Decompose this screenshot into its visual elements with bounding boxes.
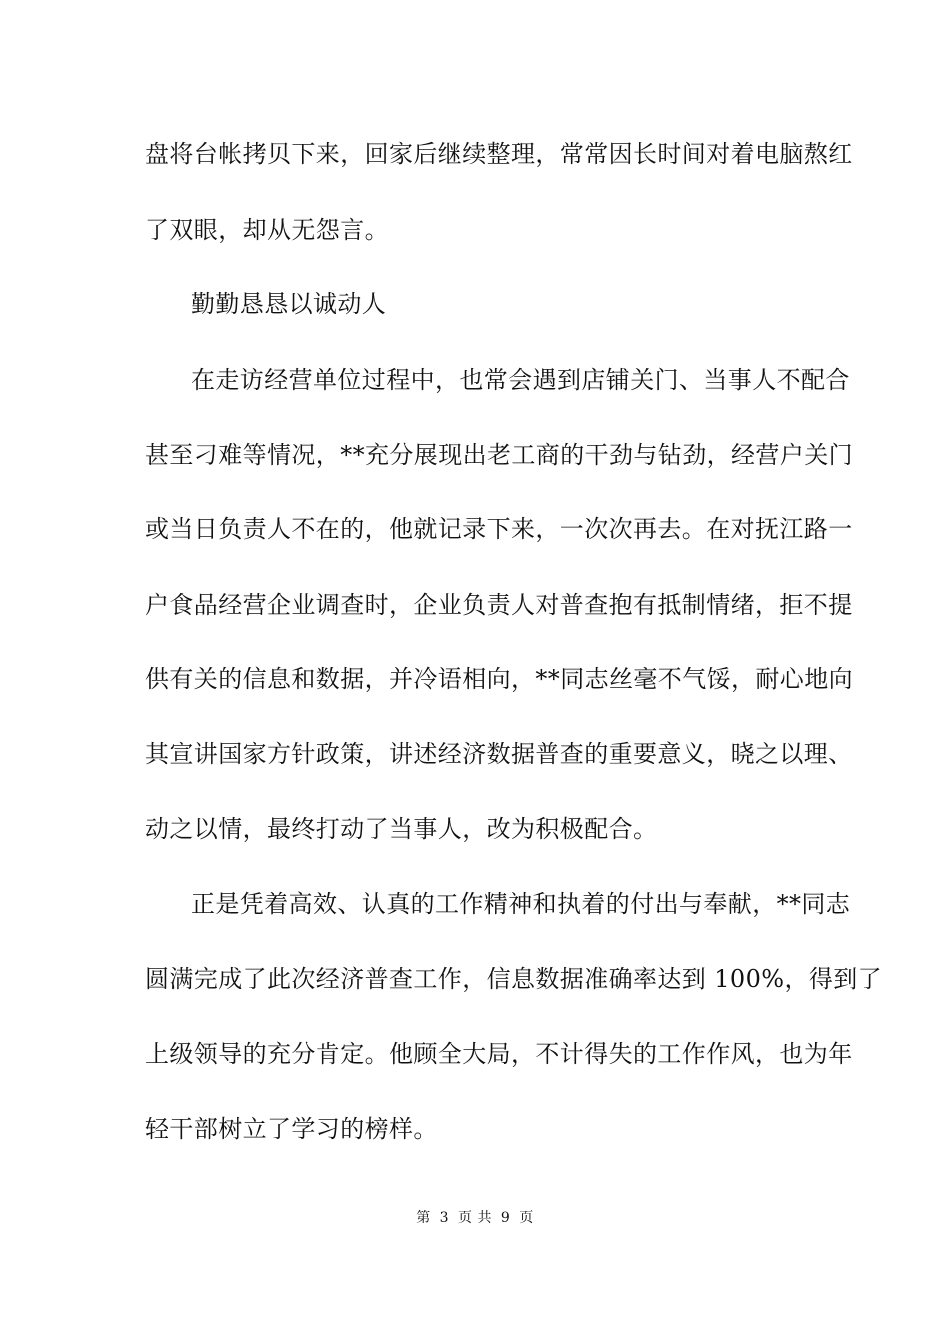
text-line: 轻干部树立了学习的榜样。 — [145, 1115, 438, 1143]
text-line: 或当日负责人不在的，他就记录下来，一次次再去。在对抚江路一 — [145, 515, 853, 543]
text-line: 盘将台帐拷贝下来，回家后继续整理，常常因长时间对着电脑熬红 — [145, 140, 853, 168]
footer-prefix: 第 — [416, 1210, 431, 1226]
text-line: 上级领导的充分肯定。他顾全大局，不计得失的工作作风，也为年 — [145, 1040, 853, 1068]
text-line: 其宣讲国家方针政策，讲述经济数据普查的重要意义，晓之以理、 — [145, 740, 853, 768]
current-page-number: 3 — [439, 1210, 450, 1226]
section-heading: 勤勤恳恳以诚动人 — [191, 290, 387, 318]
text-line: 甚至刁难等情况，**充分展现出老工商的干劲与钻劲，经营户关门 — [145, 441, 853, 469]
text-line: 在走访经营单位过程中，也常会遇到店铺关门、当事人不配合 — [191, 366, 850, 394]
footer-suffix: 页 — [519, 1210, 534, 1226]
footer-middle: 页 共 — [458, 1210, 492, 1226]
text-line: 户食品经营企业调查时，企业负责人对普查抱有抵制情绪，拒不提 — [145, 591, 853, 619]
text-line: 供有关的信息和数据，并冷语相向，**同志丝毫不气馁，耐心地向 — [145, 665, 853, 693]
page-number-footer — [0, 1208, 950, 1228]
total-page-count: 9 — [500, 1210, 511, 1226]
text-line: 动之以情，最终打动了当事人，改为积极配合。 — [145, 815, 658, 843]
text-line: 圆满完成了此次经济普查工作，信息数据准确率达到 100%，得到了 — [145, 965, 883, 993]
text-line: 了双眼，却从无怨言。 — [145, 216, 389, 244]
text-line: 正是凭着高效、认真的工作精神和执着的付出与奉献，**同志 — [191, 890, 851, 918]
